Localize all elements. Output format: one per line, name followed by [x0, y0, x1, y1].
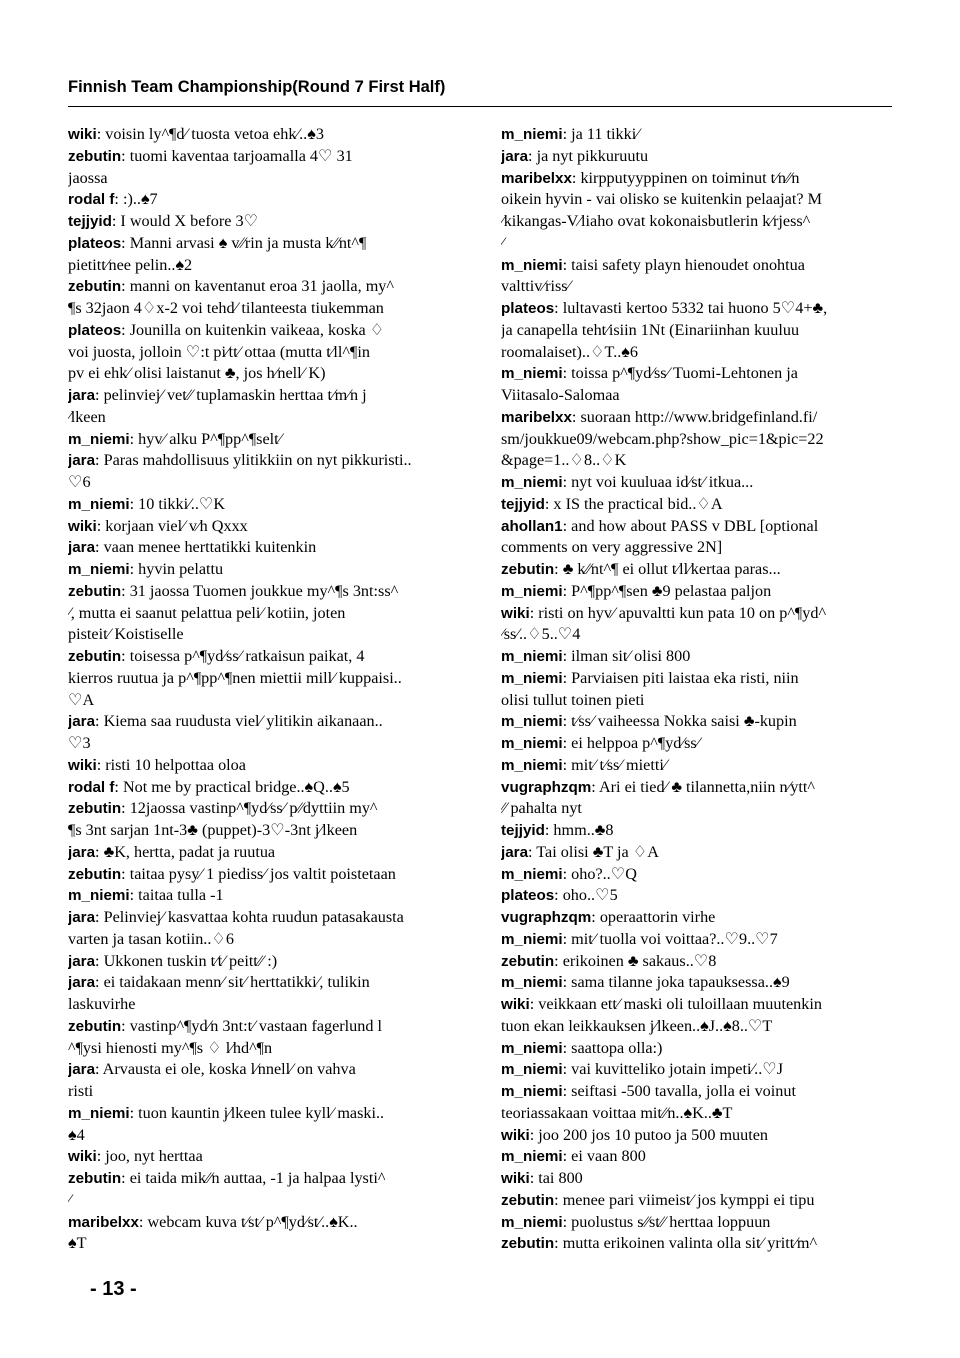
- chat-text: : :)..♠7: [114, 190, 158, 209]
- chat-speaker: tejjyid: [501, 822, 545, 839]
- chat-text: : toissa p^¶yd⁄ss⁄ Tuomi-Lehtonen ja: [562, 364, 798, 383]
- chat-line: [68, 690, 460, 712]
- chat-line: [68, 494, 460, 516]
- chat-speaker: plateos: [68, 234, 122, 252]
- chat-line: [501, 1146, 893, 1168]
- chat-text: sm/joukkue09/webcam.php?show_pic=1&pic=22: [501, 429, 824, 448]
- chat-speaker: rodal f: [68, 191, 115, 209]
- chat-text: : ja 11 tikki⁄: [562, 125, 639, 143]
- chat-line: [501, 168, 893, 190]
- chat-text: ♡6: [68, 473, 91, 491]
- chat-text: comments on very aggressive 2N]: [501, 538, 723, 557]
- chat-text: : webcam kuva t⁄st⁄ p^¶yd⁄st⁄..♠K..: [138, 1212, 358, 1231]
- chat-line: [68, 211, 460, 233]
- chat-line: [68, 516, 460, 538]
- chat-line: [68, 668, 460, 690]
- chat-line: [501, 494, 893, 516]
- chat-text: : oho?..♡Q: [562, 864, 637, 883]
- chat-speaker: wiki: [68, 126, 97, 143]
- chat-text: : Arvausta ei ole, koska l⁄nnell⁄ on vahva: [95, 1060, 356, 1079]
- chat-speaker: zebutin: [68, 1170, 122, 1187]
- chat-line: [501, 864, 893, 886]
- chat-line: [501, 1233, 893, 1255]
- chat-line: [501, 842, 893, 864]
- chat-speaker: m_niemi: [501, 1061, 563, 1079]
- chat-text: ^¶ysi hienosti my^¶s ♢ l⁄hd^¶n: [68, 1038, 273, 1057]
- chat-line: [68, 429, 460, 451]
- chat-text: : P^¶pp^¶sen ♣9 pelastaa paljon: [562, 581, 772, 600]
- chat-line: [501, 233, 893, 255]
- chat-line: [68, 820, 460, 842]
- chat-line: [68, 407, 460, 429]
- chat-text: Viitasalo-Salomaa: [501, 386, 620, 404]
- chat-line: [68, 929, 460, 951]
- chat-text: : Not me by practical bridge..♠Q..♠5: [114, 777, 350, 796]
- chat-speaker: rodal f: [68, 778, 115, 796]
- chat-text: : Paras mahdollisuus ylitikkiin on nyt pikkuristi..: [95, 451, 412, 470]
- chat-line: [501, 342, 893, 364]
- chat-text: : ei taida mik⁄⁄n auttaa, -1 ja halpaa lysti^: [121, 1169, 386, 1187]
- chat-line: [68, 189, 460, 211]
- chat-text: olisi tullut toinen pieti: [501, 690, 645, 709]
- chat-text: : 31 jaossa Tuomen joukkue my^¶s 3nt:ss^: [121, 581, 399, 600]
- chat-speaker: jara: [501, 147, 529, 165]
- chat-line: [68, 798, 460, 820]
- chat-text: : suoraan http://www.bridgefinland.fi/: [571, 407, 818, 426]
- chat-line: [501, 777, 893, 799]
- chat-line: [501, 581, 893, 603]
- chat-text: pv ei ehk⁄ olisi laistanut ♣, jos h⁄nell⁄ K): [68, 364, 326, 383]
- chat-line: [501, 994, 893, 1016]
- chat-speaker: m_niemi: [501, 582, 563, 600]
- chat-text: : t⁄ss⁄ vaiheessa Nokka saisi ♣-kupin: [562, 712, 797, 731]
- chat-speaker: ahollan1: [501, 517, 563, 535]
- chat-line: [501, 1168, 893, 1190]
- chat-text: : Pelinviej⁄ kasvattaa kohta ruudun patasakausta: [95, 908, 404, 926]
- chat-speaker: zebutin: [68, 147, 122, 165]
- chat-line: [501, 146, 893, 168]
- chat-text: : seiftasi -500 tavalla, jolla ei voinut: [562, 1082, 796, 1100]
- chat-speaker: zebutin: [68, 1017, 122, 1035]
- chat-line: [68, 320, 460, 342]
- chat-speaker: zebutin: [501, 952, 555, 970]
- chat-text: jaossa: [68, 168, 108, 187]
- chat-text: : x IS the practical bid..♢A: [544, 494, 723, 513]
- chat-line: [68, 1103, 460, 1125]
- chat-text: ♠4: [68, 1125, 85, 1144]
- chat-text: &page=1..♢8..♢K: [501, 451, 627, 470]
- chat-line: [68, 363, 460, 385]
- chat-line: [501, 1038, 893, 1060]
- chat-line: [501, 276, 893, 298]
- chat-text: : taisi safety playn hienoudet onohtua: [562, 255, 805, 274]
- chat-line: [68, 255, 460, 277]
- chat-speaker: m_niemi: [68, 430, 130, 448]
- chat-text: : tuomi kaventaa tarjoamalla 4♡ 31: [121, 146, 353, 165]
- chat-text: : erikoinen ♣ sakaus..♡8: [554, 951, 717, 970]
- chat-text: : 10 tikki⁄..♡K: [129, 494, 226, 513]
- chat-text: : menee pari viimeist⁄ jos kymppi ei tipu: [554, 1190, 815, 1209]
- chat-text: : ei helppoa p^¶yd⁄ss⁄: [562, 734, 700, 752]
- chat-text: ⁄⁄ pahalta nyt: [501, 799, 582, 818]
- chat-line: [68, 1016, 460, 1038]
- chat-text: : ♣K, hertta, padat ja ruutua: [95, 842, 276, 861]
- chat-speaker: m_niemi: [501, 126, 563, 143]
- chat-speaker: zebutin: [68, 865, 122, 883]
- chat-line: [68, 385, 460, 407]
- chat-speaker: wiki: [501, 1126, 530, 1144]
- chat-line: [501, 668, 893, 690]
- page-title: Finnish Team Championship(Round 7 First Half): [68, 78, 446, 96]
- chat-text: ⁄lkeen: [68, 407, 106, 426]
- chat-line: [68, 1146, 460, 1168]
- chat-text: : 12jaossa vastinp^¶yd⁄ss⁄ p⁄⁄dyttiin my^: [121, 799, 378, 818]
- chat-text: ¶s 32jaon 4♢x-2 voi tehd⁄ tilanteesta tiukemman: [68, 299, 384, 317]
- chat-text: ⁄kikangas-V⁄liaho ovat kokonaisbutlerin k⁄rjess^: [501, 212, 811, 230]
- chat-text: : taitaa pysy⁄ 1 piediss⁄ jos valtit poistetaan: [121, 864, 396, 883]
- chat-text: : nyt voi kuuluaa id⁄st⁄ itkua...: [562, 473, 754, 491]
- chat-line: [68, 733, 460, 755]
- chat-text: : hyvin pelattu: [129, 560, 224, 578]
- chat-line: [501, 1103, 893, 1125]
- chat-text: : vaan menee herttatikki kuitenkin: [95, 538, 317, 557]
- chat-text: : joo, nyt herttaa: [96, 1147, 203, 1166]
- chat-text: : risti 10 helpottaa oloa: [96, 755, 246, 774]
- chat-line: [501, 516, 893, 538]
- chat-speaker: plateos: [68, 321, 122, 339]
- chat-text: kierros ruutua ja p^¶pp^¶nen miettii mill⁄ kuppaisi..: [68, 668, 402, 687]
- chat-speaker: m_niemi: [501, 930, 563, 948]
- right-column: [501, 124, 893, 1255]
- chat-text: : oho..♡5: [554, 886, 618, 905]
- chat-speaker: m_niemi: [501, 474, 563, 491]
- chat-speaker: zebutin: [68, 800, 122, 818]
- chat-speaker: m_niemi: [501, 648, 563, 665]
- chat-line: [501, 255, 893, 277]
- chat-speaker: wiki: [68, 756, 97, 774]
- chat-line: [501, 1212, 893, 1234]
- chat-text: : vastinp^¶yd⁄n 3nt:t⁄ vastaan fagerlund l: [121, 1016, 383, 1035]
- chat-line: [68, 1038, 460, 1060]
- chat-text: : Parviaisen piti laistaa eka risti, niin: [562, 668, 799, 687]
- chat-text: : I would X before 3♡: [111, 212, 259, 230]
- chat-text: : hmm..♣8: [544, 821, 614, 839]
- chat-line: [501, 559, 893, 581]
- chat-line: [68, 646, 460, 668]
- chat-line: [501, 951, 893, 973]
- chat-line: [501, 124, 893, 146]
- chat-text: ⁄: [68, 1190, 71, 1209]
- chat-text: : manni on kaventanut eroa 31 jaolla, my^: [121, 277, 394, 296]
- chat-line: [501, 298, 893, 320]
- chat-text: : ei vaan 800: [562, 1147, 646, 1166]
- chat-text: : veikkaan ett⁄ maski oli tuloillaan muutenkin: [529, 995, 822, 1013]
- chat-line: [501, 885, 893, 907]
- chat-line: [68, 755, 460, 777]
- chat-text: ♡A: [68, 690, 95, 709]
- chat-line: [68, 298, 460, 320]
- chat-line: [68, 472, 460, 494]
- chat-line: [501, 385, 893, 407]
- chat-text: : kirpputyyppinen on toiminut t⁄n⁄⁄n: [571, 168, 800, 187]
- chat-speaker: tejjyid: [501, 495, 545, 513]
- chat-text: : Ukkonen tuskin t⁄t⁄ peitt⁄⁄ :): [95, 951, 278, 970]
- chat-line: [68, 168, 460, 190]
- chat-speaker: maribelxx: [501, 169, 572, 187]
- chat-line: [68, 559, 460, 581]
- chat-line: [68, 124, 460, 146]
- left-column: [68, 124, 460, 1255]
- chat-text: : toisessa p^¶yd⁄ss⁄ ratkaisun paikat, 4: [121, 647, 365, 665]
- chat-line: [68, 1233, 460, 1255]
- chat-speaker: m_niemi: [68, 1104, 130, 1122]
- chat-line: [68, 1190, 460, 1212]
- chat-line: [501, 972, 893, 994]
- chat-speaker: m_niemi: [501, 756, 563, 774]
- chat-text: ⁄ss⁄..♢5..♡4: [501, 625, 581, 644]
- chat-text: : saattopa olla:): [562, 1038, 663, 1057]
- chat-text: oikein hyvin - vai olisko se kuitenkin pelaajat? M: [501, 190, 822, 209]
- chat-text: laskuvirhe: [68, 995, 136, 1013]
- chat-speaker: jara: [68, 909, 96, 926]
- chat-text: : ja nyt pikkuruutu: [528, 146, 649, 165]
- chat-text: : tuon kauntin j⁄lkeen tulee kyll⁄ maski..: [129, 1103, 385, 1122]
- chat-line: [68, 1081, 460, 1103]
- chat-line: [501, 450, 893, 472]
- chat-line: [501, 603, 893, 625]
- chat-text: : mit⁄ tuolla voi voittaa?..♡9..♡7: [562, 929, 778, 948]
- chat-speaker: wiki: [68, 1148, 97, 1166]
- chat-speaker: jara: [501, 843, 529, 861]
- chat-speaker: m_niemi: [501, 974, 563, 992]
- chat-speaker: maribelxx: [68, 1213, 139, 1231]
- chat-line: [501, 407, 893, 429]
- chat-line: [68, 842, 460, 864]
- chat-line: [501, 798, 893, 820]
- chat-speaker: zebutin: [68, 648, 122, 665]
- chat-line: [501, 189, 893, 211]
- chat-text: risti: [68, 1082, 94, 1100]
- chat-line: [501, 929, 893, 951]
- chat-text: : tai 800: [529, 1169, 583, 1187]
- chat-speaker: jara: [68, 387, 96, 404]
- chat-text: : operaattorin virhe: [591, 908, 716, 926]
- chat-speaker: jara: [68, 952, 96, 970]
- chat-line: [501, 690, 893, 712]
- chat-text: : ilman sit⁄ olisi 800: [562, 647, 691, 665]
- chat-speaker: zebutin: [501, 1191, 555, 1209]
- chat-text: : pelinviej⁄ vet⁄⁄ tuplamaskin herttaa t⁄m⁄n j: [95, 386, 367, 404]
- chat-line: [68, 276, 460, 298]
- chat-speaker: jara: [68, 452, 96, 470]
- chat-text: : mutta erikoinen valinta olla sit⁄ yritt⁄m^: [554, 1234, 818, 1253]
- chat-line: [501, 537, 893, 559]
- chat-line: [68, 537, 460, 559]
- chat-text: : vai kuvitteliko jotain impeti⁄..♡J: [562, 1060, 784, 1079]
- chat-text: : voisin ly^¶d⁄ tuosta vetoa ehk⁄..♠3: [96, 125, 324, 143]
- chat-text: tuon ekan leikkauksen j⁄lkeen..♠J..♠8..♡T: [501, 1016, 773, 1035]
- page-number: - 13 -: [90, 1278, 137, 1300]
- chat-line: [501, 711, 893, 733]
- chat-speaker: vugraphzqm: [501, 778, 592, 796]
- chat-speaker: zebutin: [68, 278, 122, 296]
- chat-speaker: m_niemi: [501, 735, 563, 752]
- chat-text: ja canapella teht⁄isiin 1Nt (Einariinhan kuuluu: [501, 320, 800, 339]
- header-divider: [68, 106, 892, 107]
- chat-line: [68, 907, 460, 929]
- chat-line: [68, 603, 460, 625]
- chat-speaker: wiki: [501, 1170, 530, 1187]
- chat-line: [501, 1016, 893, 1038]
- chat-line: [501, 646, 893, 668]
- chat-line: [501, 1125, 893, 1147]
- chat-line: [68, 581, 460, 603]
- chat-line: [501, 429, 893, 451]
- chat-text: : taitaa tulla -1: [129, 886, 224, 905]
- chat-speaker: m_niemi: [501, 713, 563, 731]
- chat-text: : korjaan viel⁄ v⁄h Qxxx: [96, 516, 248, 535]
- chat-speaker: zebutin: [501, 561, 555, 578]
- chat-text: ♠T: [68, 1234, 87, 1253]
- chat-speaker: vugraphzqm: [501, 909, 592, 926]
- chat-speaker: jara: [68, 713, 96, 731]
- chat-line: [68, 951, 460, 973]
- chat-line: [501, 624, 893, 646]
- chat-text: teoriassakaan voittaa mit⁄⁄n..♠K..♣T: [501, 1103, 733, 1122]
- chat-speaker: m_niemi: [501, 1039, 563, 1057]
- chat-speaker: m_niemi: [501, 256, 563, 274]
- chat-text: : risti on hyv⁄ apuvaltti kun pata 10 on p^¶yd^: [529, 603, 827, 622]
- chat-text: voi juosta, jolloin ♡:t pi⁄tt⁄ ottaa (mutta t⁄ll^¶in: [68, 342, 370, 361]
- chat-line: [501, 1190, 893, 1212]
- chat-text: pietitt⁄nee pelin..♠2: [68, 255, 193, 274]
- chat-text: : hyv⁄ alku P^¶pp^¶selt⁄: [129, 429, 282, 448]
- chat-line: [68, 342, 460, 364]
- chat-speaker: jara: [68, 1061, 96, 1079]
- chat-speaker: tejjyid: [68, 213, 112, 230]
- chat-text: : Ari ei tied⁄ ♣ tilannetta,niin n⁄ytt^: [591, 777, 815, 796]
- chat-line: [501, 1081, 893, 1103]
- chat-line: [68, 624, 460, 646]
- chat-speaker: m_niemi: [501, 1213, 563, 1231]
- chat-text: : sama tilanne joka tapauksessa..♠9: [562, 973, 790, 992]
- chat-speaker: m_niemi: [501, 1148, 563, 1166]
- chat-speaker: m_niemi: [68, 495, 130, 513]
- chat-text: : joo 200 jos 10 putoo ja 500 muuten: [529, 1125, 769, 1144]
- chat-text: : puolustus s⁄⁄st⁄⁄ herttaa loppuun: [562, 1212, 771, 1231]
- chat-speaker: m_niemi: [501, 669, 563, 687]
- chat-line: [501, 733, 893, 755]
- chat-line: [68, 1212, 460, 1234]
- chat-line: [501, 211, 893, 233]
- chat-speaker: wiki: [501, 996, 530, 1013]
- chat-speaker: plateos: [501, 300, 555, 317]
- chat-line: [501, 1059, 893, 1081]
- chat-speaker: m_niemi: [68, 561, 130, 578]
- chat-text: ♡3: [68, 734, 91, 752]
- chat-line: [501, 472, 893, 494]
- chat-text: ¶s 3nt sarjan 1nt-3♣ (puppet)-3♡-3nt j⁄lkeen: [68, 821, 358, 839]
- chat-line: [501, 363, 893, 385]
- chat-speaker: wiki: [68, 517, 97, 535]
- chat-line: [68, 972, 460, 994]
- chat-line: [68, 994, 460, 1016]
- chat-text: : Manni arvasi ♠ v⁄⁄rin ja musta k⁄⁄nt^¶: [121, 233, 367, 252]
- chat-line: [501, 820, 893, 842]
- chat-text: ⁄: [501, 233, 504, 252]
- chat-text: pisteit⁄ Koistiselle: [68, 625, 184, 644]
- chat-speaker: jara: [68, 974, 96, 992]
- chat-line: [68, 450, 460, 472]
- chat-text: : Kiema saa ruudusta viel⁄ ylitikin aikanaan..: [95, 712, 383, 731]
- chat-text: valttiv⁄riss⁄: [501, 277, 571, 296]
- chat-speaker: plateos: [501, 887, 555, 905]
- chat-line: [68, 711, 460, 733]
- chat-speaker: m_niemi: [501, 365, 563, 383]
- chat-line: [501, 907, 893, 929]
- chat-text: : ♣ k⁄⁄nt^¶ ei ollut t⁄ll⁄kertaa paras...: [554, 560, 781, 578]
- chat-speaker: zebutin: [501, 1235, 555, 1253]
- chat-line: [68, 1125, 460, 1147]
- chat-text: : lultavasti kertoo 5332 tai huono 5♡4+♣,: [554, 299, 828, 317]
- chat-line: [68, 146, 460, 168]
- chat-text: roomalaiset)..♢T..♠6: [501, 342, 638, 361]
- chat-text: : and how about PASS v DBL [optional: [562, 516, 819, 535]
- chat-line: [68, 864, 460, 886]
- chat-line: [68, 1059, 460, 1081]
- chat-speaker: jara: [68, 843, 96, 861]
- chat-text: : Tai olisi ♣T ja ♢A: [528, 842, 659, 861]
- chat-text: varten ja tasan kotiin..♢6: [68, 929, 235, 948]
- chat-line: [68, 885, 460, 907]
- chat-text: : ei taidakaan menn⁄ sit⁄ herttatikki⁄, tulikin: [95, 973, 370, 992]
- chat-line: [501, 320, 893, 342]
- chat-line: [68, 233, 460, 255]
- chat-speaker: zebutin: [68, 582, 122, 600]
- chat-text: : Jounilla on kuitenkin vaikeaa, koska ♢: [121, 320, 385, 339]
- chat-speaker: m_niemi: [501, 865, 563, 883]
- chat-speaker: jara: [68, 539, 96, 557]
- chat-speaker: maribelxx: [501, 408, 572, 426]
- chat-line: [501, 755, 893, 777]
- chat-line: [68, 1168, 460, 1190]
- chat-text: ⁄, mutta ei saanut pelattua peli⁄ kotiin, joten: [68, 603, 346, 622]
- chat-text: : mit⁄ t⁄ss⁄ mietti⁄: [562, 755, 667, 774]
- page-header: [68, 78, 892, 97]
- chat-speaker: wiki: [501, 604, 530, 622]
- chat-speaker: m_niemi: [501, 1083, 563, 1100]
- chat-speaker: m_niemi: [68, 887, 130, 905]
- chat-line: [68, 777, 460, 799]
